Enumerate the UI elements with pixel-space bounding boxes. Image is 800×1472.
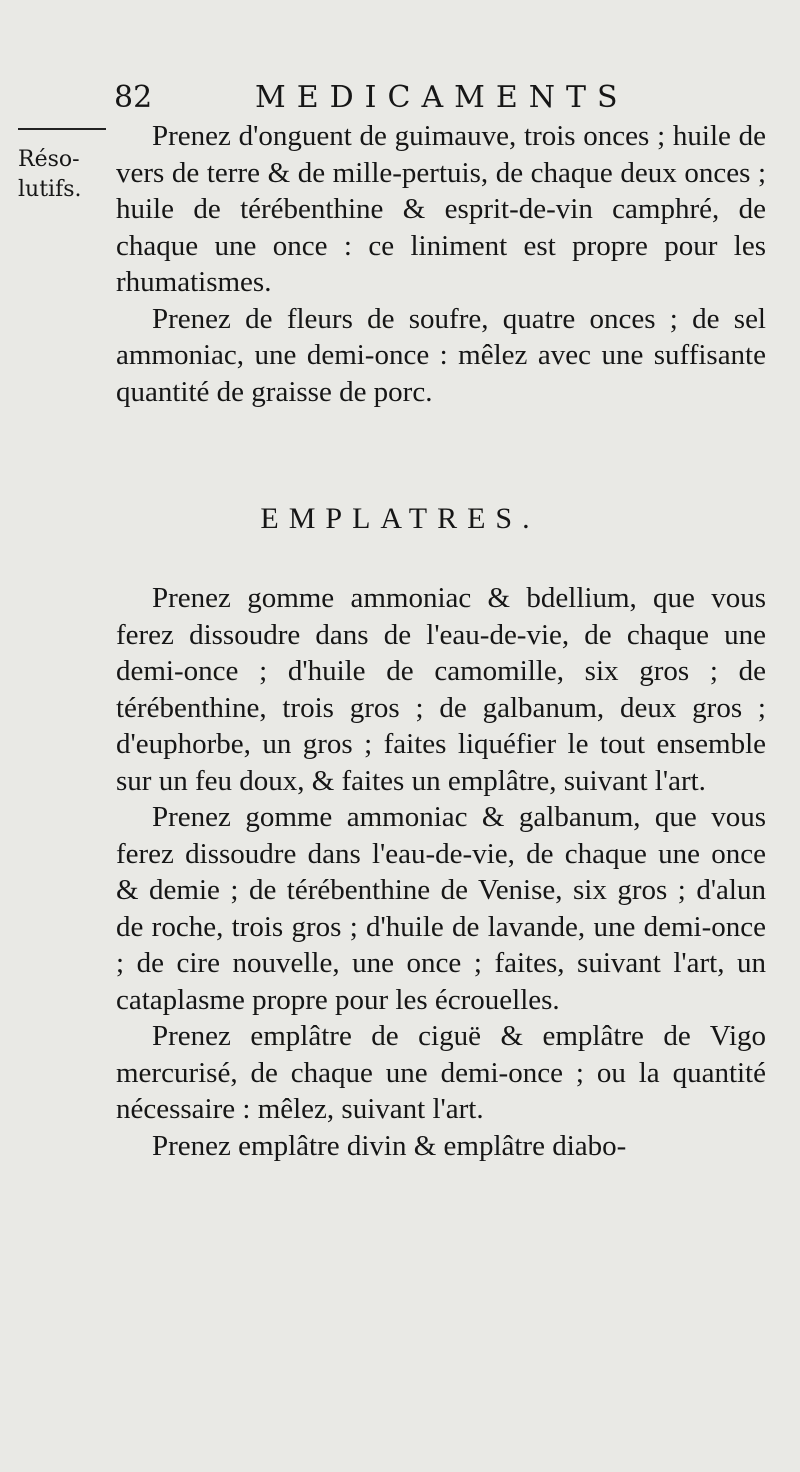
- text-block-bottom: [116, 580, 766, 1164]
- paragraph: Prenez de fleurs de soufre, quatre onces ; de sel ammoniac, une demi-once : mêlez avec une suffisante quantité de graisse de porc.: [116, 302, 766, 408]
- paragraph: Prenez d'onguent de guimauve, trois onces ; huile de vers de terre & de mille-pertuis, de chaque deux onces ; huile de térébenthine & esprit-de-vin camphré, de chaque une once : ce liniment est propre pour les rhumatismes.: [116, 120, 766, 298]
- paragraph: Prenez emplâtre divin & emplâtre diabo-: [152, 1129, 627, 1162]
- running-title: MEDICAMENTS: [255, 80, 629, 115]
- section-heading: EMPLATRES.: [260, 502, 540, 535]
- margin-note: Réso-lutifs.: [18, 147, 82, 202]
- margin-rule: [18, 128, 106, 130]
- text-block-top: [116, 118, 766, 410]
- paragraph: Prenez gomme ammoniac & bdellium, que vous ferez dissoudre dans de l'eau-de-vie, de chaque une demi-once ; d'huile de camomille, six gros ; de térébenthine, trois gros ; de galbanum, deux gros ; d'euphorbe, un gros ; faites liquéfier le tout ensemble sur un feu doux, & faites un emplâtre, suivant l'art.: [116, 582, 766, 797]
- page-number: 82: [114, 80, 153, 115]
- paragraph: Prenez emplâtre de ciguë & emplâtre de Vigo mercurisé, de chaque une demi-once ; ou la quantité nécessaire : mêlez, suivant l'art.: [116, 1020, 766, 1125]
- paragraph: Prenez gomme ammoniac & galbanum, que vous ferez dissoudre dans l'eau-de-vie, de chaque une once & demie ; de térébenthine de Venise, six gros ; d'alun de roche, trois gros ; d'huile de lavande, une demi-once ; de cire nouvelle, une once ; faites, suivant l'art, un cataplasme propre pour les écrouelles.: [116, 801, 766, 1016]
